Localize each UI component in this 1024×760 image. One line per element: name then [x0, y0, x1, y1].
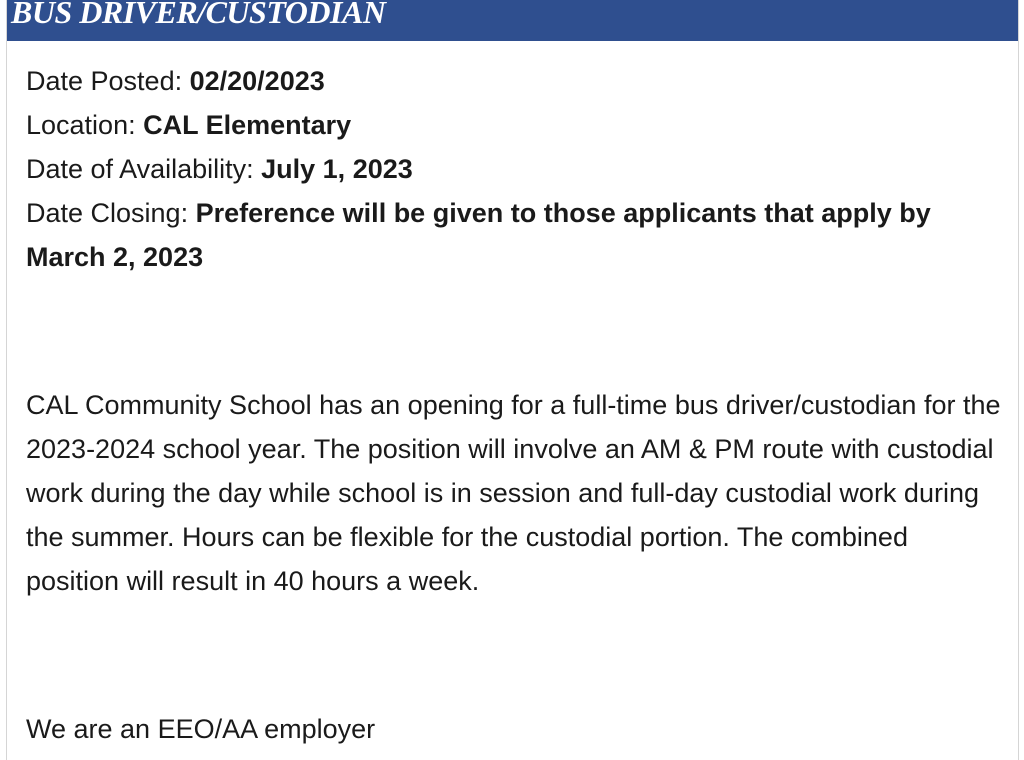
date-closing-value: Preference will be given to those applicants that apply by March 2, 2023: [26, 198, 931, 272]
location-value: CAL Elementary: [143, 110, 352, 140]
job-header-bar: [7, 0, 1018, 41]
date-closing-label: Date Closing:: [26, 198, 196, 228]
job-description: CAL Community School has an opening for a full-time bus driver/custodian for the 2023-2024 school year. The position will involve an AM & PM route with custodial work during the day while school is in session and full-day custodial work during the summer. Hours can be flexible for the custodial portion. The combined position will result in 40 hours a week.: [26, 390, 1001, 596]
availability-label: Date of Availability:: [26, 154, 262, 184]
eeo-statement: We are an EEO/AA employer: [26, 714, 376, 744]
spacer: [26, 323, 1001, 383]
job-posting-panel: [6, 0, 1019, 760]
spacer: [26, 647, 1001, 707]
availability-value: July 1, 2023: [261, 154, 413, 184]
date-posted-value: 02/20/2023: [189, 66, 325, 96]
location-label: Location:: [26, 110, 144, 140]
location-row: [26, 103, 1001, 147]
spacer: [26, 279, 1001, 323]
date-posted-label: Date Posted:: [26, 66, 190, 96]
availability-row: [26, 147, 1001, 191]
date-closing-row: [26, 191, 1001, 279]
spacer: [26, 603, 1001, 647]
date-posted-row: [26, 59, 1001, 103]
job-title: BUS DRIVER/CUSTODIAN: [11, 0, 386, 30]
job-body: [26, 59, 1001, 751]
